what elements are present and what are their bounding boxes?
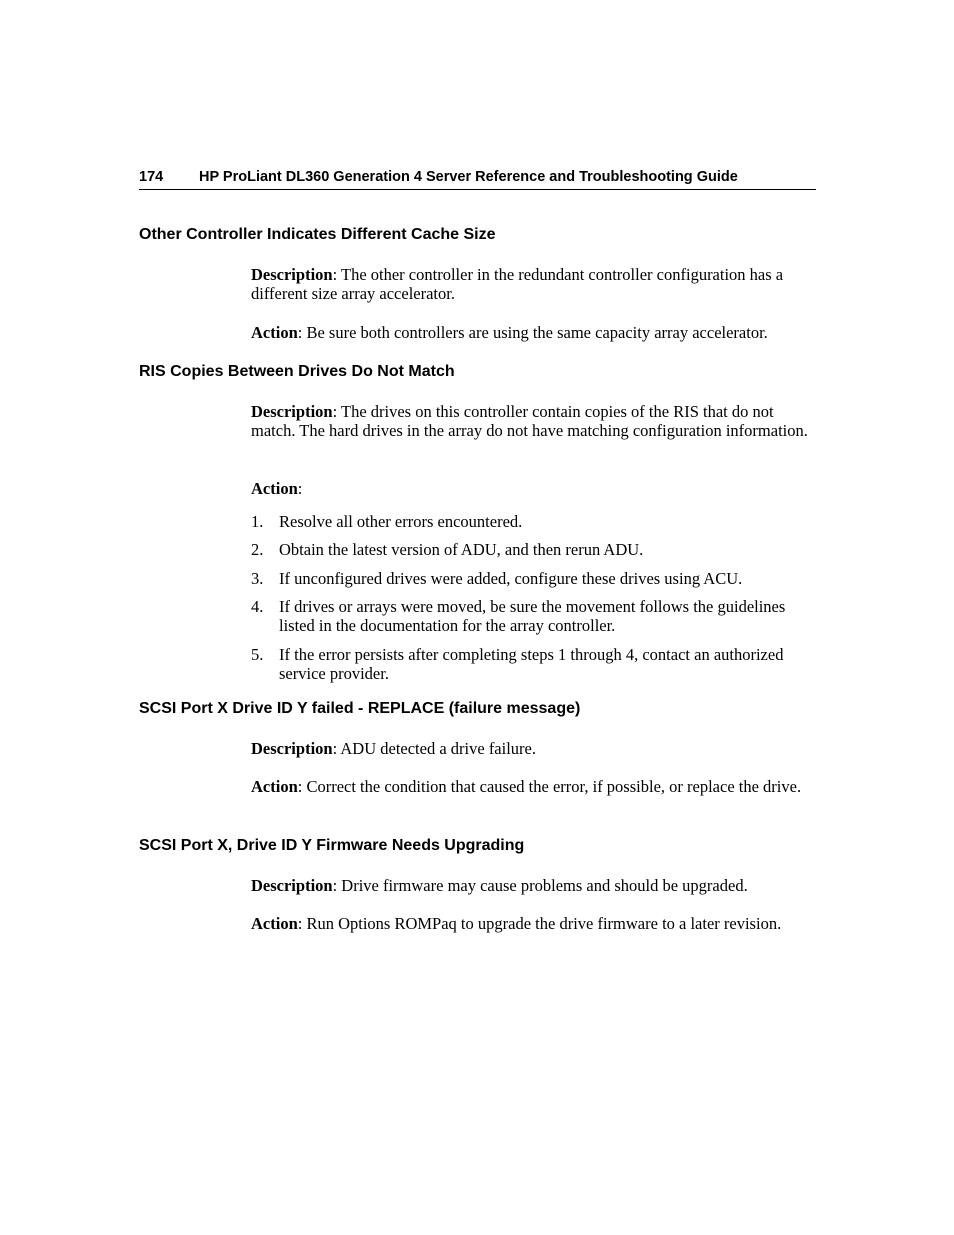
action-paragraph bbox=[251, 914, 813, 933]
list-item-text: Obtain the latest version of ADU, and then rerun ADU. bbox=[279, 540, 644, 559]
page-header bbox=[139, 166, 816, 190]
list-item-number: 3. bbox=[251, 569, 264, 588]
list-item-number: 5. bbox=[251, 645, 264, 664]
description-paragraph bbox=[251, 739, 813, 758]
list-item-text: If unconfigured drives were added, configure these drives using ACU. bbox=[279, 569, 743, 588]
description-paragraph bbox=[251, 265, 813, 303]
list-item bbox=[251, 569, 813, 588]
action-text: : Correct the condition that caused the error, if possible, or replace the drive. bbox=[297, 777, 802, 796]
document-title: HP ProLiant DL360 Generation 4 Server Reference and Troubleshooting Guide bbox=[199, 169, 738, 185]
description-paragraph bbox=[251, 402, 813, 440]
description-label: Description bbox=[251, 402, 333, 421]
list-item-number: 2. bbox=[251, 540, 264, 559]
list-item bbox=[251, 512, 813, 531]
action-text: : bbox=[297, 479, 303, 498]
description-paragraph bbox=[251, 876, 813, 895]
action-label: Action bbox=[251, 777, 298, 796]
section-heading: RIS Copies Between Drives Do Not Match bbox=[139, 363, 455, 380]
description-text: : ADU detected a drive failure. bbox=[332, 739, 536, 758]
list-item-text: If the error persists after completing steps 1 through 4, contact an authorized service provider. bbox=[279, 645, 784, 683]
action-text: : Be sure both controllers are using the same capacity array accelerator. bbox=[297, 323, 768, 342]
list-item-number: 1. bbox=[251, 512, 264, 531]
list-item bbox=[251, 645, 813, 683]
list-item bbox=[251, 597, 813, 635]
description-text: : The drives on this controller contain copies of the RIS that do not match. The hard drives in the array do not have matching configuration information. bbox=[251, 402, 808, 440]
section-heading: SCSI Port X Drive ID Y failed - REPLACE (failure message) bbox=[139, 700, 581, 717]
action-label: Action bbox=[251, 323, 298, 342]
action-paragraph bbox=[251, 323, 813, 342]
list-item bbox=[251, 540, 813, 559]
description-text: : The other controller in the redundant controller configuration has a different size array accelerator. bbox=[251, 265, 784, 303]
description-text: : Drive firmware may cause problems and should be upgraded. bbox=[332, 876, 748, 895]
action-paragraph bbox=[251, 479, 813, 498]
action-paragraph bbox=[251, 777, 813, 796]
action-label: Action bbox=[251, 914, 298, 933]
description-label: Description bbox=[251, 876, 333, 895]
action-text: : Run Options ROMPaq to upgrade the drive firmware to a later revision. bbox=[297, 914, 782, 933]
list-item-number: 4. bbox=[251, 597, 264, 616]
section-heading: Other Controller Indicates Different Cache Size bbox=[139, 226, 496, 243]
action-label: Action bbox=[251, 479, 298, 498]
page-number: 174 bbox=[139, 169, 164, 185]
description-label: Description bbox=[251, 739, 333, 758]
description-label: Description bbox=[251, 265, 333, 284]
list-item-text: If drives or arrays were moved, be sure the movement follows the guidelines listed in the documentation for the array controller. bbox=[279, 597, 786, 635]
section-heading: SCSI Port X, Drive ID Y Firmware Needs Upgrading bbox=[139, 837, 525, 854]
list-item-text: Resolve all other errors encountered. bbox=[279, 512, 523, 531]
